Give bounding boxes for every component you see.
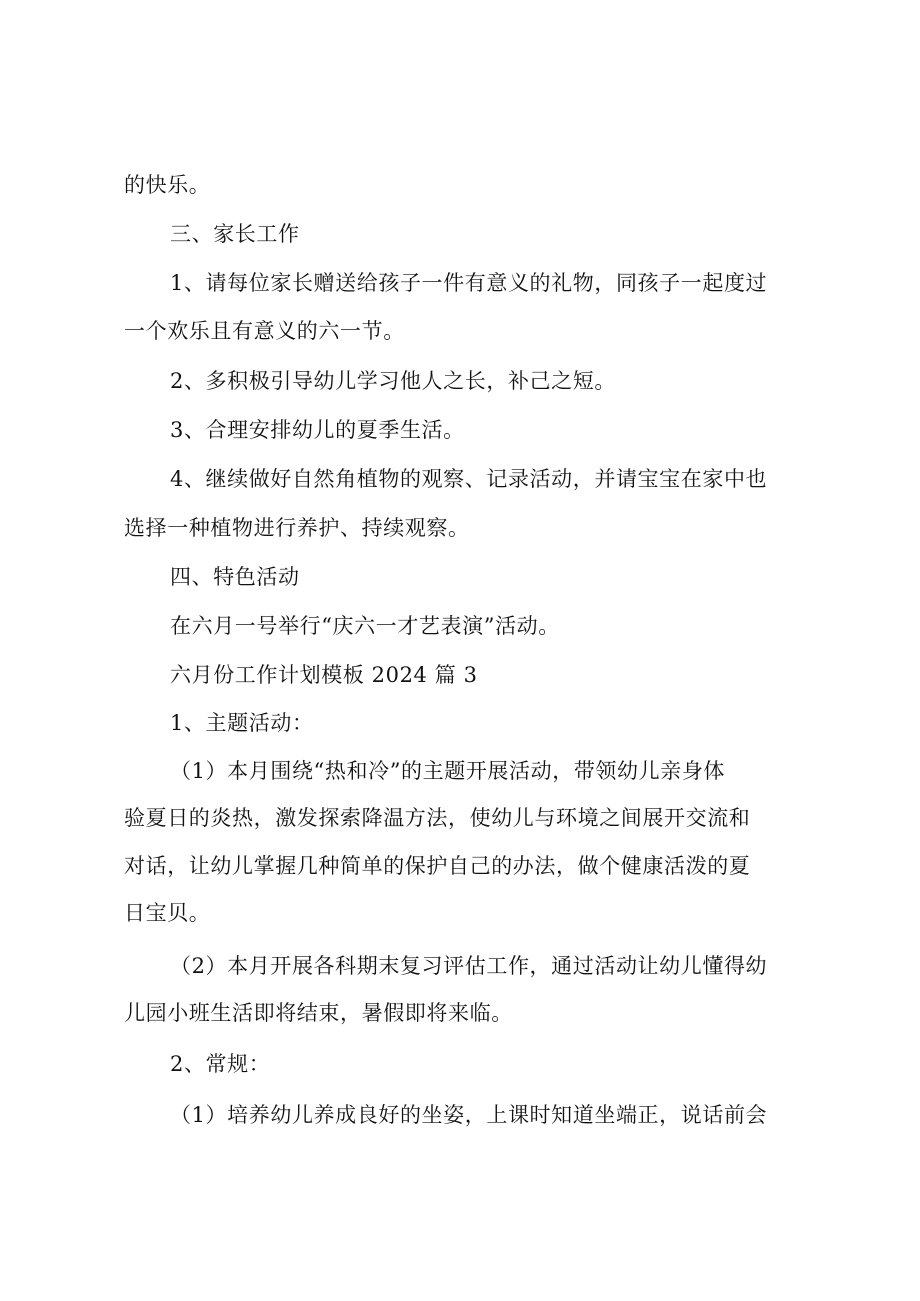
paragraph-line: 验夏日的炎热，激发探索降温方法，使幼儿与环境之间展开交流和: [124, 806, 751, 830]
list-item-line: 1、请每位家长赠送给孩子一件有意义的礼物，同孩子一起度过: [170, 271, 768, 295]
section-heading: 1、主题活动：: [170, 711, 314, 735]
paragraph-line: 儿园小班生活即将结束，暑假即将来临。: [124, 1001, 513, 1025]
list-item-line: 3、合理安排幼儿的夏季生活。: [170, 418, 465, 442]
paragraph-line: 在六月一号举行“庆六一才艺表演”活动。: [170, 614, 560, 638]
list-item-line: （1）培养幼儿养成良好的坐姿，上课时知道坐端正，说话前会: [170, 1103, 768, 1127]
paragraph-line: 日宝贝。: [124, 901, 211, 925]
section-heading: 三、家长工作: [170, 222, 300, 246]
paragraph-line: 选择一种植物进行养护、持续观察。: [124, 516, 470, 540]
section-heading: 2、常规：: [170, 1052, 271, 1076]
paragraph-line: 对话，让幼儿掌握几种简单的保护自己的办法，做个健康活泼的夏: [124, 854, 751, 878]
list-item-line: 2、多积极引导幼儿学习他人之长，补己之短。: [170, 369, 616, 393]
list-item-line: （2）本月开展各科期末复习评估工作，通过活动让幼儿懂得幼: [170, 954, 768, 978]
paragraph-line: 一个欢乐且有意义的六一节。: [124, 319, 405, 343]
list-item-line: 4、继续做好自然角植物的观察、记录活动，并请宝宝在家中也: [170, 467, 768, 491]
list-item-line: （1）本月围绕“热和冷”的主题开展活动，带领幼儿亲身体: [170, 759, 726, 783]
section-heading: 四、特色活动: [170, 565, 300, 589]
paragraph-line: 的快乐。: [124, 173, 211, 197]
section-title: 六月份工作计划模板 2024 篇 3: [170, 663, 478, 687]
